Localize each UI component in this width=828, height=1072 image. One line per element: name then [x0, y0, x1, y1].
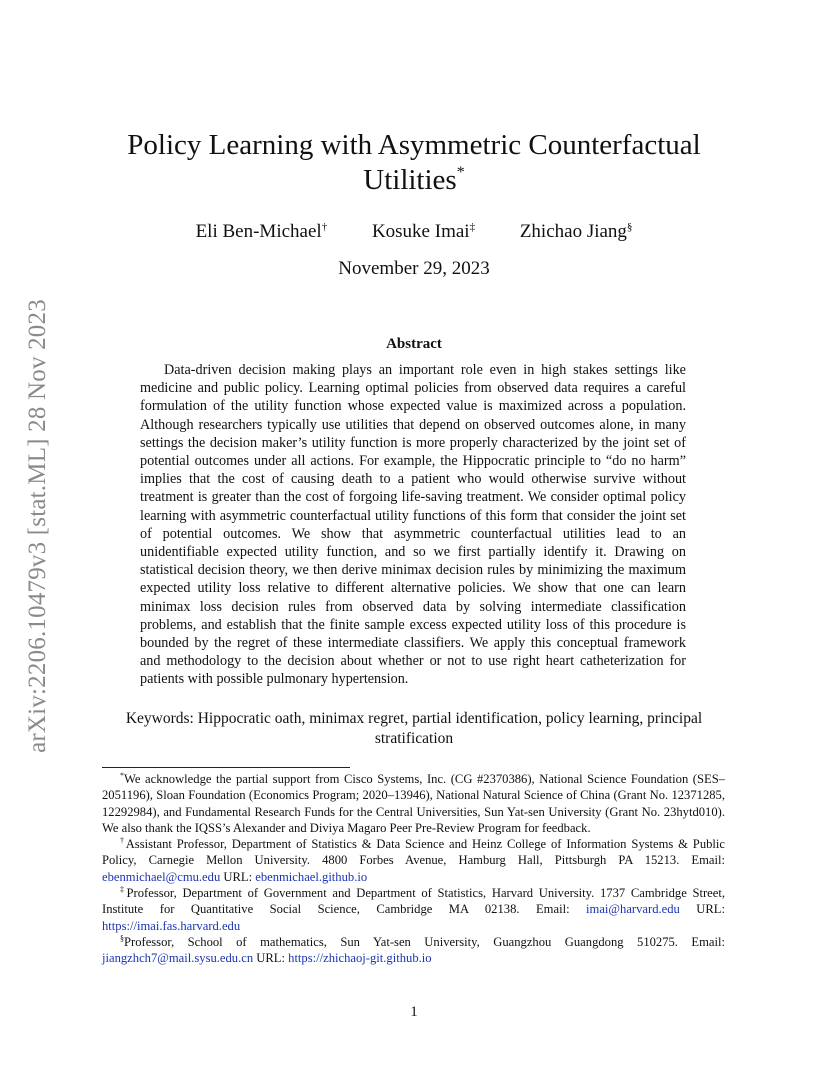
- author-footnote-mark: ‡: [469, 221, 476, 233]
- author: Kosuke Imai‡: [371, 221, 476, 242]
- title-footnote-mark: *: [456, 164, 465, 181]
- footnotes: [102, 771, 725, 967]
- author: Zhichao Jiang§: [519, 221, 633, 242]
- email-link[interactable]: imai@harvard.edu: [586, 902, 680, 917]
- arxiv-identifier: arXiv:2206.10479v3 [stat.ML] 28 Nov 2023: [24, 299, 51, 753]
- footnote-rule: [102, 767, 350, 768]
- title-line-2: Utilities: [363, 164, 457, 196]
- abstract-body: Data-driven decision making plays an important role even in high stakes settings like medicine and public policy. Learning optimal policies from observed data requires a careful formulation of the utility function whose expected value is maximized across a population. Although researchers typically use utilities that depend on observed outcomes alone, in many settings the decision maker’s utility function is more properly characterized by the joint set of potential outcomes under all actions. For example, the Hippocratic principle to “do no harm” implies that the cost of causing death to a patient who would otherwise survive without treatment is greater than the cost of forgoing life-saving treatment. We consider optimal policy learning with asymmetric counterfactual utility functions of this form that consider the joint set of potential outcomes. We show that asymmetric counterfactual utilities lead to an unidentifiable expected utility function, and so we first partially identify it. Drawing on statistical decision theory, we then derive minimax decision rules by minimizing the maximum expected utility loss relative to different alternative policies. We show that one can learn minimax loss decision rules from observed data by solving intermediate classification problems, and establish that the finite sample excess expected utility loss of this procedure is bounded by the regret of these intermediate classifiers. We apply this conceptual framework and methodology to the decision about whether or not to use right heart catheterization for patients with possible pulmonary hypertension.: [140, 362, 686, 688]
- footnote-author-3: §Professor, School of mathematics, Sun Yat-sen University, Guangzhou Guangdong 510275. Email: jiangzhch7@mail.sysu.edu.cn URL: https://zhichaoj-git.github.io: [102, 933, 725, 966]
- homepage-link[interactable]: https://zhichaoj-git.github.io: [288, 951, 432, 966]
- footnote-author-1: †Assistant Professor, Department of Statistics & Data Science and Heinz College of Information Systems & Public Policy, Carnegie Mellon University. 4800 Forbes Avenue, Hamburg Hall, Pittsburgh PA 15213. Email: ebenmichael@cmu.edu URL: ebenmichael.github.io: [102, 836, 725, 884]
- author-footnote-mark: §: [626, 221, 633, 233]
- author: Eli Ben-Michael†: [195, 221, 328, 242]
- keywords: Keywords: Hippocratic oath, minimax regret, partial identification, policy learning, principal stratification: [125, 710, 703, 747]
- abstract-heading: Abstract: [386, 336, 442, 352]
- author-list: [0, 220, 828, 244]
- email-link[interactable]: ebenmichael@cmu.edu: [102, 869, 221, 884]
- footnote-acknowledgement: *We acknowledge the partial support from Cisco Systems, Inc. (CG #2370386), National Science Foundation (SES–2051196), Sloan Foundation (Economics Program; 2020–13946), National Natural Science of China (Grant No. 12371285, 12292984), and Fundamental Research Funds for the Central Universities, Sun Yat-sen University (Grant No. 23hytd010). We also thank the IQSS’s Alexander and Diviya Magaro Peer Pre-Review Program for feedback.: [102, 771, 725, 835]
- publication-date: November 29, 2023: [338, 258, 490, 279]
- author-footnote-mark: †: [321, 221, 328, 233]
- title-line-1: Policy Learning with Asymmetric Counterfactual: [127, 129, 701, 161]
- homepage-link[interactable]: ebenmichael.github.io: [255, 869, 368, 884]
- homepage-link[interactable]: https://imai.fas.harvard.edu: [102, 918, 241, 933]
- email-link[interactable]: jiangzhch7@mail.sysu.edu.cn: [102, 951, 254, 966]
- footnote-author-2: ‡Professor, Department of Government and Department of Statistics, Harvard University. 1737 Cambridge Street, Institute for Quantitative Social Science, Cambridge MA 02138. Email: imai@harvard.edu URL: https://imai.fas.harvard.edu: [102, 885, 726, 933]
- paper-title: [114, 128, 714, 198]
- page-number: 1: [410, 1004, 418, 1020]
